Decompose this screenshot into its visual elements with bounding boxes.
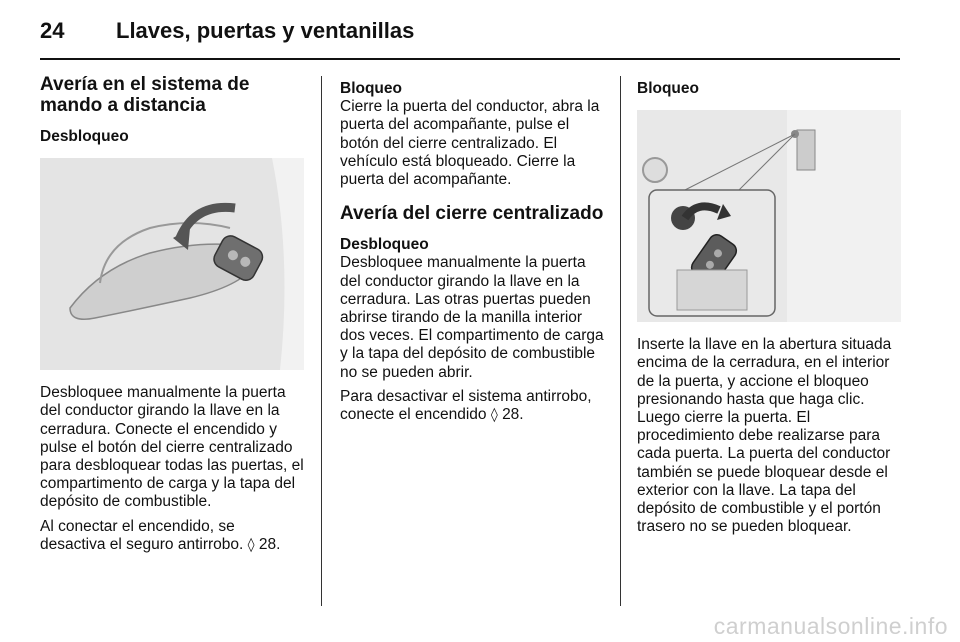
column-2 (340, 80, 604, 430)
header-rule (40, 58, 900, 60)
section-title-central-locking-failure: Avería del cierre centralizado (340, 203, 604, 225)
page-ref-icon: ◊ (490, 407, 498, 424)
page-ref-number: 28. (502, 406, 524, 424)
door-latch-key-icon (637, 110, 901, 322)
section-title-remote-failure: Avería en el sistema de mando a distancia (40, 74, 250, 116)
paragraph-lock-instructions: Cierre la puerta del conductor, abra la puerta del acompañante, pulse el botón del cierre centralizado. El vehículo está bloqueado. Cierre la puerta del acompañante. (340, 98, 600, 189)
figure-door-latch (637, 110, 901, 322)
subheading-lock: Bloqueo (340, 80, 402, 97)
chapter-title: Llaves, puertas y ventanillas (116, 18, 415, 43)
watermark: carmanualsonline.info (713, 613, 948, 639)
figure-door-handle (40, 158, 304, 370)
subheading-unlock-2: Desbloqueo (340, 236, 429, 254)
door-handle-key-icon (40, 158, 304, 370)
page-number: 24 (40, 18, 65, 43)
page-ref-number: 28. (258, 535, 281, 553)
column-divider-1 (321, 76, 322, 606)
paragraph-manual-unlock: Desbloquee manualmente la puerta del conductor girando la llave en la cerradura. Las otras puertas pueden abrirse tirando de la manilla interior dos veces. El compartimento de carga y la tapa del depósito de combustible no se pueden abrir. (340, 254, 604, 381)
page-ref-icon: ◊ (247, 536, 255, 553)
paragraph-antitheft: Al conectar el encendido, se desactiva el seguro antirrobo. ◊ 28. (40, 517, 281, 553)
paragraph-lock-procedure: Inserte la llave en la abertura situada encima de la cerradura, en el interior de la puerta, y accione el bloqueo presionando hasta que haga clic. Luego cierre la puerta. El procedimiento debe realizarse para cada puerta. La puerta del conductor también se puede bloquear desde el exterior con la llave. La tapa del depósito de combustible y el portón trasero no se pueden bloquear. (637, 336, 892, 536)
paragraph-unlock-instructions: Desbloquee manualmente la puerta del conductor girando la llave en la cerradura. Conecte el encendido y pulse el botón del cierre centralizado para desbloquear todas las puertas, el compartimento de carga y la tapa del depósito de combustible. (40, 384, 304, 511)
column-divider-2 (620, 76, 621, 606)
column-1 (40, 74, 304, 560)
column-3 (637, 80, 901, 542)
paragraph-disable-antitheft: Para desactivar el sistema antirrobo, conecte el encendido ◊ 28. (340, 387, 592, 424)
subheading-unlock: Desbloqueo (40, 128, 129, 145)
subheading-lock-2: Bloqueo (637, 80, 699, 97)
